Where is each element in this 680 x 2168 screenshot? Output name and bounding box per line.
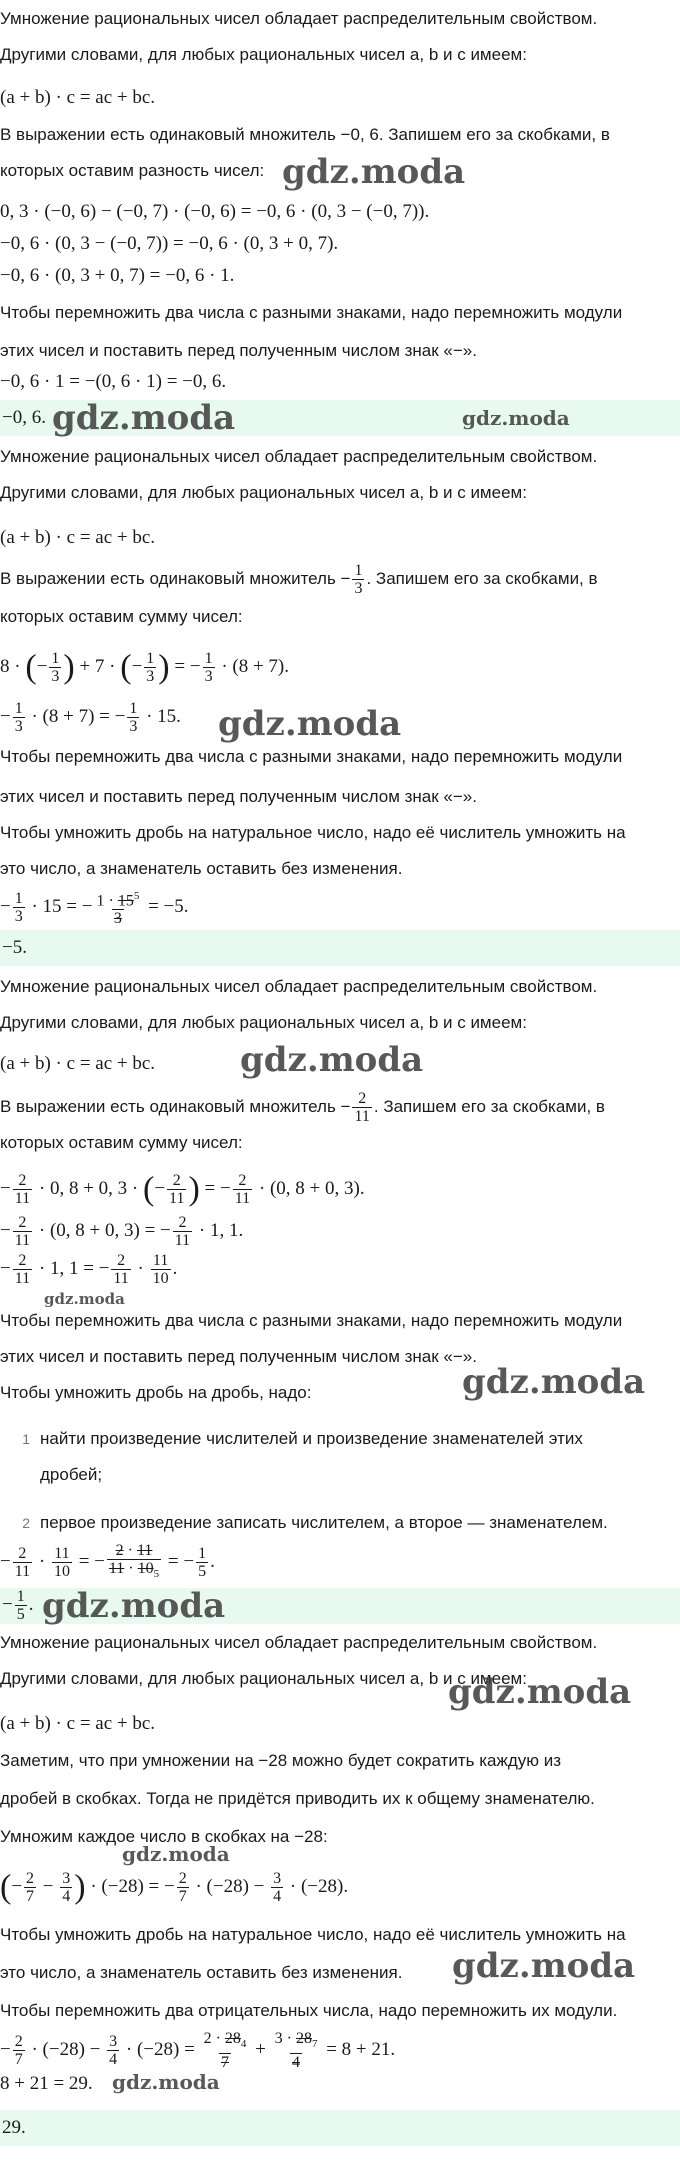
- s1-math-3: −0, 6 · (0, 3 + 0, 7) = −0, 6 · 1.: [0, 265, 235, 286]
- s3-answer: − $\frac{1}{5}$ .: [2, 1588, 34, 1623]
- s2-answer-box: [0, 930, 680, 966]
- watermark: gdz.moda: [52, 398, 236, 438]
- s2-text-5: Чтобы умножить дробь на натуральное число, надо её числитель умножить на: [0, 823, 626, 842]
- s3-text-3: Чтобы перемножить два числа с разными знаками, надо перемножить модули: [0, 1311, 623, 1330]
- s3-math-2: − $\frac{2}{11}$ · (0, 8 + 0, 3) = − $\frac{2}{11}$ · 1, 1.: [0, 1214, 244, 1249]
- s3-list-item-1: 1 найти произведение числителей и произведение знаменателей этих: [22, 1429, 583, 1448]
- watermark: gdz.moda: [462, 1362, 646, 1402]
- s3-math-4: − $\frac{2}{11}$ · $\frac{11}{10}$ = − $\frac{2 \cdot 11}{11 \cdot 10_5}$ = − $\frac{1}{5}$ .: [0, 1542, 215, 1583]
- s2-text-4: этих чисел и поставить перед полученным числом знак «−».: [0, 787, 477, 806]
- s1-intro-1: Умножение рациональных чисел обладает распределительным свойством.: [0, 9, 598, 28]
- watermark: gdz.moda: [42, 1586, 226, 1626]
- s4-math-2: − $\frac{2}{7}$ · (−28) − $\frac{3}{4}$ · (−28) = $\frac{2 \cdot 28_4}{7}$ + $\frac{3 \cdot 28_7}{4}$ = 8 + 21.: [0, 2030, 396, 2072]
- s3-list-item-2: 2 первое произведение записать числителем, а второе — знаменателем.: [22, 1513, 608, 1532]
- s1-math-1: 0, 3 · (−0, 6) − (−0, 7) · (−0, 6) = −0, 6 · (0, 3 − (−0, 7)).: [0, 201, 430, 222]
- s4-text-5: это число, а знаменатель оставить без изменения.: [0, 1963, 403, 1982]
- s1-math-4: −0, 6 · 1 = −(0, 6 · 1) = −0, 6.: [0, 371, 227, 392]
- s4-text-6: Чтобы перемножить два отрицательных числа, надо перемножить их модули.: [0, 2001, 618, 2020]
- s3-math-3: − $\frac{2}{11}$ · 1, 1 = − $\frac{2}{11}$ · $\frac{11}{10}$ .: [0, 1252, 178, 1287]
- s2-intro-2: Другими словами, для любых рациональных чисел a, b и c имеем:: [0, 483, 527, 502]
- watermark: gdz.moda: [122, 1842, 230, 1866]
- s4-answer: 29.: [2, 2117, 26, 2138]
- s2-formula: (a + b) · c = ac + bc.: [0, 527, 156, 548]
- s4-intro-1: Умножение рациональных чисел обладает распределительным свойством.: [0, 1633, 598, 1652]
- s3-intro-1: Умножение рациональных чисел обладает распределительным свойством.: [0, 977, 598, 996]
- watermark: gdz.moda: [282, 152, 466, 192]
- s2-answer: −5.: [2, 937, 27, 958]
- s2-math-3: − $\frac{1}{3}$ · 15 = − $\frac{1 \cdot 15^5}{3}$ = −5.: [0, 890, 189, 928]
- s2-math-1: 8 · (− $\frac{1}{3}$ ) + 7 · (− $\frac{1}{3}$ ) = − $\frac{1}{3}$ · (8 + 7).: [0, 648, 290, 686]
- s2-text-2: которых оставим сумму чисел:: [0, 607, 243, 626]
- s3-list-item-1-cont: дробей;: [40, 1465, 103, 1484]
- s1-text-3: Чтобы перемножить два числа с разными знаками, надо перемножить модули: [0, 303, 623, 322]
- s4-text-2: дробей в скобках. Тогда не придётся приводить их к общему знаменателю.: [0, 1789, 595, 1808]
- s3-formula: (a + b) · c = ac + bc.: [0, 1053, 156, 1074]
- s1-math-2: −0, 6 · (0, 3 − (−0, 7)) = −0, 6 · (0, 3 + 0, 7).: [0, 233, 339, 254]
- s4-math-3: 8 + 21 = 29.: [0, 2073, 93, 2094]
- s4-text-3: Умножим каждое число в скобках на −28:: [0, 1827, 328, 1846]
- s4-formula: (a + b) · c = ac + bc.: [0, 1713, 156, 1734]
- s3-text-2: которых оставим сумму чисел:: [0, 1133, 243, 1152]
- s2-text-6: это число, а знаменатель оставить без изменения.: [0, 859, 403, 878]
- watermark: gdz.moda: [112, 2070, 220, 2094]
- s3-text-4: этих чисел и поставить перед полученным числом знак «−».: [0, 1347, 477, 1366]
- s2-text-1: В выражении есть одинаковый множитель − $\frac{1}{3}$ . Запишем его за скобками, в: [0, 562, 598, 597]
- s1-text-1: В выражении есть одинаковый множитель −0, 6. Запишем его за скобками, в: [0, 125, 610, 144]
- s4-math-1: (− $\frac{2}{7}$ − $\frac{3}{4}$ ) · (−28) = − $\frac{2}{7}$ · (−28) − $\frac{3}{4}$ · (−28).: [0, 1868, 349, 1906]
- s3-math-1: − $\frac{2}{11}$ · 0, 8 + 0, 3 · (− $\frac{2}{11}$ ) = − $\frac{2}{11}$ · (0, 8 + 0, 3).: [0, 1170, 365, 1208]
- s2-intro-1: Умножение рациональных чисел обладает распределительным свойством.: [0, 447, 598, 466]
- watermark: gdz.moda: [44, 1290, 125, 1308]
- s1-formula: (a + b) · c = ac + bc.: [0, 87, 156, 108]
- s4-answer-box: [0, 2110, 680, 2146]
- s1-answer: −0, 6.: [2, 407, 46, 428]
- watermark: gdz.moda: [462, 406, 570, 430]
- watermark: gdz.moda: [240, 1040, 424, 1080]
- s4-intro-2: Другими словами, для любых рациональных чисел a, b и c имеем:: [0, 1669, 527, 1688]
- watermark: gdz.moda: [448, 1672, 632, 1712]
- watermark: gdz.moda: [218, 704, 402, 744]
- s3-text-5: Чтобы умножить дробь на дробь, надо:: [0, 1383, 312, 1402]
- s4-text-1: Заметим, что при умножении на −28 можно будет сократить каждую из: [0, 1751, 562, 1770]
- s3-text-1: В выражении есть одинаковый множитель − $\frac{2}{11}$ . Запишем его за скобками, в: [0, 1090, 605, 1125]
- s4-text-4: Чтобы умножить дробь на натуральное число, надо её числитель умножить на: [0, 1925, 626, 1944]
- watermark: gdz.moda: [452, 1946, 636, 1986]
- s1-text-4: этих чисел и поставить перед полученным числом знак «−».: [0, 341, 477, 360]
- s1-answer-box: [0, 400, 680, 436]
- s2-text-3: Чтобы перемножить два числа с разными знаками, надо перемножить модули: [0, 747, 623, 766]
- s3-intro-2: Другими словами, для любых рациональных чисел a, b и c имеем:: [0, 1013, 527, 1032]
- s3-answer-box: [0, 1588, 680, 1624]
- s1-text-2: которых оставим разность чисел:: [0, 161, 265, 180]
- s2-math-2: − $\frac{1}{3}$ · (8 + 7) = − $\frac{1}{3}$ · 15.: [0, 700, 181, 735]
- s1-intro-2: Другими словами, для любых рациональных чисел a, b и c имеем:: [0, 45, 527, 64]
